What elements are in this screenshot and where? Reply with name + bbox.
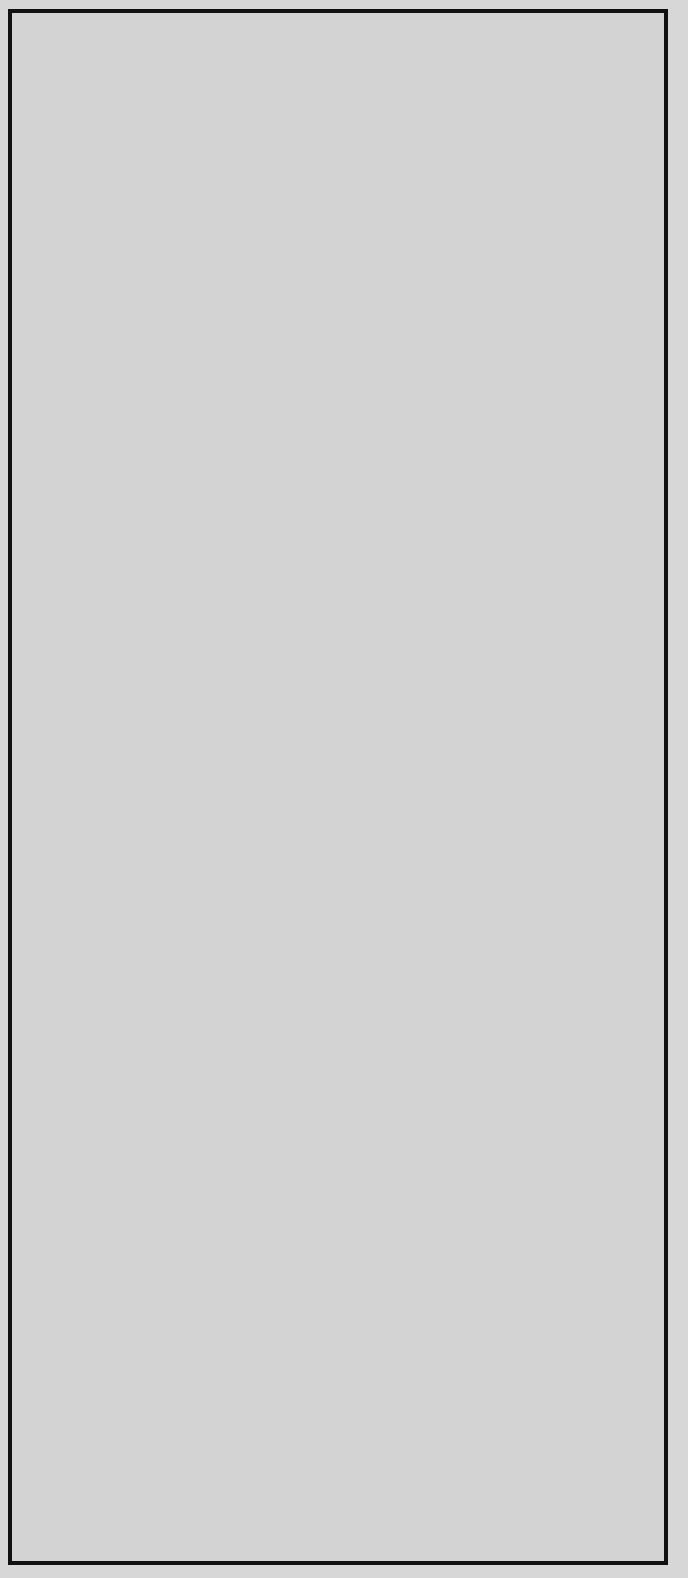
menu-frame — [8, 9, 668, 1565]
